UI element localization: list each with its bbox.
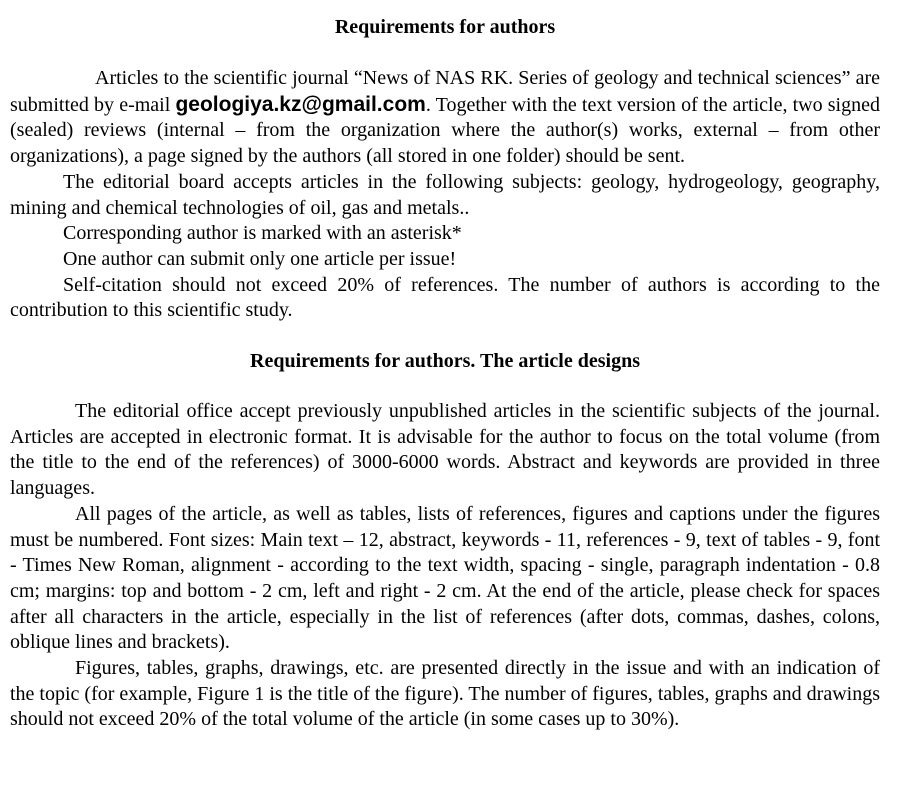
submission-text-continued: . Together with the text version of the article, two signed (sealed) reviews (internal – from the organization where the author(s) works, external – from other organizations), a page signed by the authors (all stored in one folder) should be sent. — [10, 93, 880, 168]
paragraph-self-citation: Self-citation should not exceed 20% of references. The number of authors is according to the contribution to this scientific study. — [10, 273, 880, 322]
paragraph-formatting: All pages of the article, as well as tables, lists of references, figures and captions under the figures must be numbered. Font sizes: Main text – 12, abstract, keywords - 11, references - 9, text of tables - 9, font - Times New Roman, alignment - according to the text width, spacing - single, paragraph indentation - 0.8 cm; margins: top and bottom - 2 cm, left and right - 2 cm. At the end of the article, please check for spaces after all characters in the article, especially in the list of references (after dots, commas, dashes, colons, oblique lines and brackets). — [10, 502, 880, 654]
section-title-article-designs: Requirements for authors. The article designs — [250, 350, 640, 373]
paragraph-figures: Figures, tables, graphs, drawings, etc. are presented directly in the issue and with an indication of the topic (for example, Figure 1 is the title of the figure). The number of figures, tables, graphs and drawings should not exceed 20% of the total volume of the article (in some cases up to 30%). — [10, 657, 880, 731]
submission-text: Articles to the scientific journal “News of NAS RK. Series of geology and technical sciences” are submitted by e-mail — [10, 67, 880, 116]
email-address: geologiya.kz@gmail.com — [175, 92, 426, 116]
paragraph-submission — [10, 66, 880, 170]
paragraph-subjects: The editorial board accepts articles in the following subjects: geology, hydrogeology, geography, mining and chemical technologies of oil, gas and metals.. — [10, 170, 880, 219]
paragraph-unpublished-articles: The editorial office accept previously unpublished articles in the scientific subjects of the journal. Articles are accepted in electronic format. It is advisable for the author to focus on the total volume (from the title to the end of the references) of 3000-6000 words. Abstract and keywords are provided in three languages. — [10, 400, 880, 500]
paragraph-corresponding-author: Corresponding author is marked with an asterisk* — [63, 222, 462, 245]
section-title-requirements: Requirements for authors — [334, 16, 556, 38]
paragraph-one-article: One author can submit only one article per issue! — [63, 247, 457, 270]
